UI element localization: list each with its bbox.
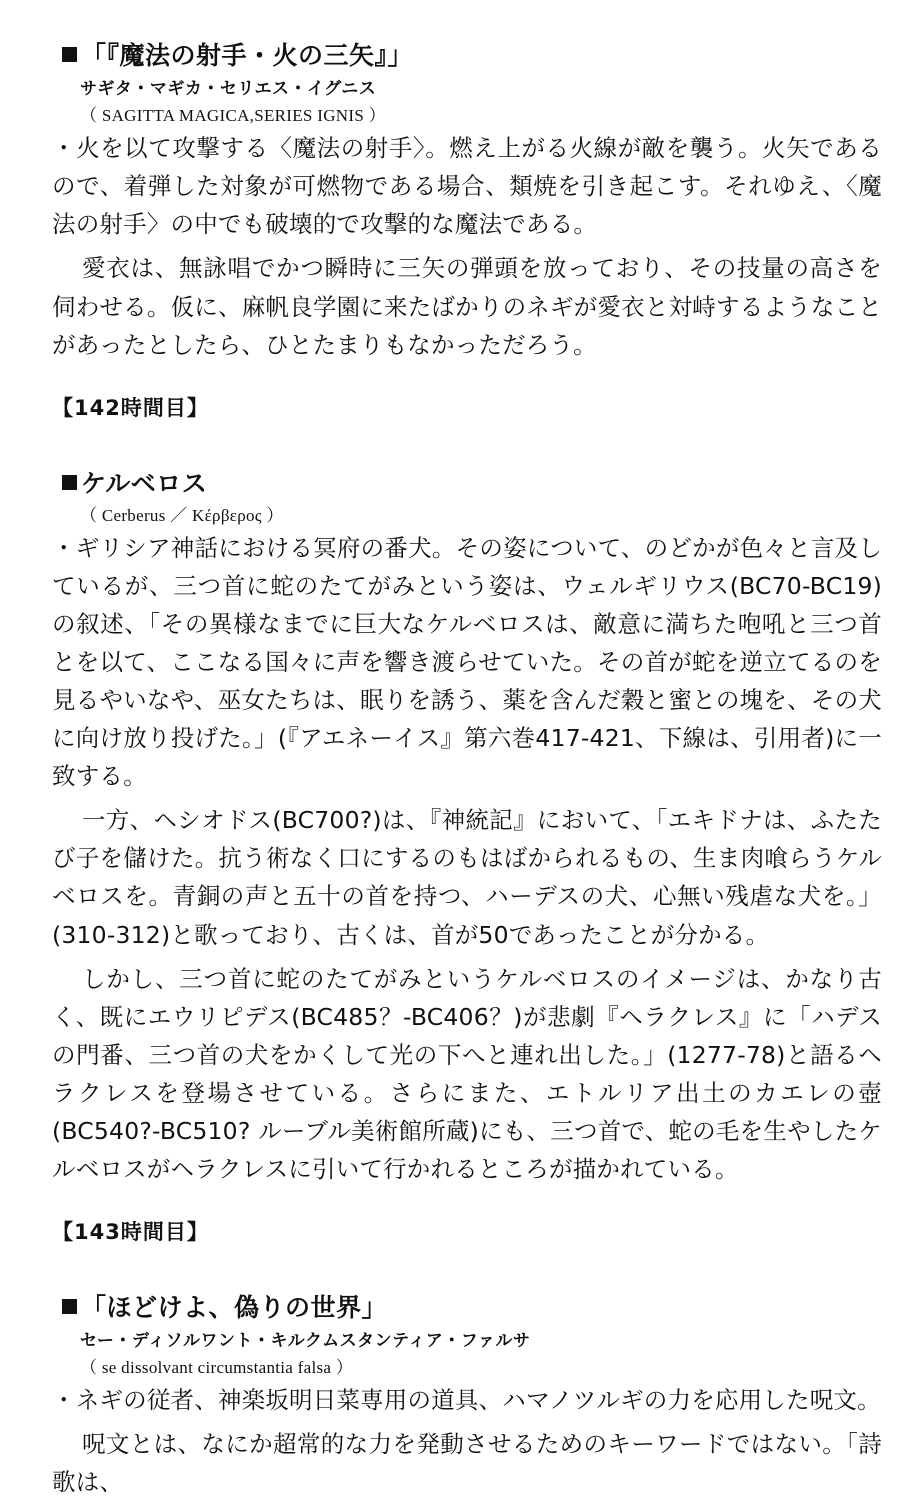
document-content <box>52 40 882 1507</box>
chapter-marker: 【143時間目】 <box>52 1219 209 1244</box>
entry-heading <box>62 1292 882 1323</box>
entry-paragraph: しかし、三つ首に蛇のたてがみというケルベロスのイメージは、かなり古く、既にエウリピデス(BC485？-BC406？)が悲劇『ヘラクレス』に「ハデスの門番、三つ首の犬をかくして光の下へと連れ出した。」(1277-78)と語るヘラクレスを登場させている。さらにまた、エトルリア出土のカエレの壺(BC540?-BC510? ルーブル美術館所蔵)にも、三つ首で、蛇の毛を生やしたケルベロスがヘラクレスに引いて行かれるところが描かれている。 <box>52 964 882 1183</box>
paragraph-bullet-marker: ・ <box>52 1386 76 1415</box>
paragraph-bullet-marker: ・ <box>52 533 76 562</box>
paragraph-text: ネギの従者、神楽坂明日菜専用の道具、ハマノツルギの力を応用した呪文。 <box>75 1386 881 1415</box>
entry-cerberus <box>52 468 882 1246</box>
entry-heading-text: 「ほどけよ、偽りの世界」 <box>81 1292 388 1322</box>
entry-latin-name: （ SAGITTA MAGICA,SERIES IGNIS ） <box>80 106 386 126</box>
entry-heading <box>62 468 882 499</box>
entry-sagitta-magica <box>52 40 882 422</box>
black-square-bullet-icon <box>62 1299 77 1314</box>
black-square-bullet-icon <box>62 475 77 490</box>
entry-paragraph: 呪文とは、なにか超常的な力を発動させるためのキーワードではない。「詩歌は、 <box>52 1430 882 1497</box>
entry-paragraph: 愛衣は、無詠唱でかつ瞬時に三矢の弾頭を放っており、その技量の高さを伺わせる。仮に、麻帆良学園に来たばかりのネギが愛衣と対峙するようなことがあったとしたら、ひとたまりもなかっただろう。 <box>52 254 882 359</box>
paragraph-bullet-marker: ・ <box>52 134 77 163</box>
entry-se-dissolvant <box>52 1292 882 1501</box>
chapter-marker: 【142時間目】 <box>52 395 209 420</box>
entry-heading-text: 「『魔法の射手・火の三矢』」 <box>81 41 414 70</box>
paragraph-text: 火を以て攻撃する〈魔法の射手〉。燃え上がる火線が敵を襲う。火矢であるので、着弾した対象が可燃物である場合、類焼を引き起こす。それゆえ、〈魔法の射手〉の中でも破壊的で攻撃的な魔法である。 <box>52 134 882 239</box>
entry-katakana-reading: サギタ・マギカ・セリエス・イグニス <box>80 79 377 100</box>
entry-latin-name: （ se dissolvant circumstantia falsa ） <box>80 1358 354 1378</box>
entry-katakana-reading: セー・ディソルワント・キルクムスタンティア・ファルサ <box>80 1331 531 1352</box>
entry-paragraph <box>52 129 882 243</box>
entry-paragraph: 一方、ヘシオドス(BC700?)は、『神統記』において、「エキドナは、ふたたび子を儲けた。抗う術なく口にするのもはばかられるもの、生ま肉喰らうケルベロスを。青銅の声と五十の首を持つ、ハーデスの犬、心無い残虐な犬を。」(310-312)と歌っており、古くは、首が50であったことが分かる。 <box>52 806 882 949</box>
entry-paragraph <box>52 529 882 795</box>
entry-latin-name: （ Cerberus ／ Κέρβερος ） <box>80 505 284 525</box>
entry-heading-text: ケルベロス <box>81 468 208 498</box>
paragraph-text: ギリシア神話における冥府の番犬。その姿について、のどかが色々と言及しているが、三つ首に蛇のたてがみという姿は、ウェルギリウス(BC70-BC19)の叙述、「その異様なまでに巨大なケルベロスは、敵意に満ちた咆吼と三つ首とを以て、ここなる国々に声を響き渡らせていた。その首が蛇を逆立てるのを見るやいなや、巫女たちは、眠りを誘う、薬を含んだ穀と蜜との塊を、その犬に向け放り投げた。」(『アエネーイス』第六巻417-421、下線は、引用者)に一致する。 <box>52 533 883 791</box>
entry-heading <box>62 40 882 71</box>
black-square-bullet-icon <box>62 47 77 62</box>
entry-paragraph <box>52 1381 882 1419</box>
